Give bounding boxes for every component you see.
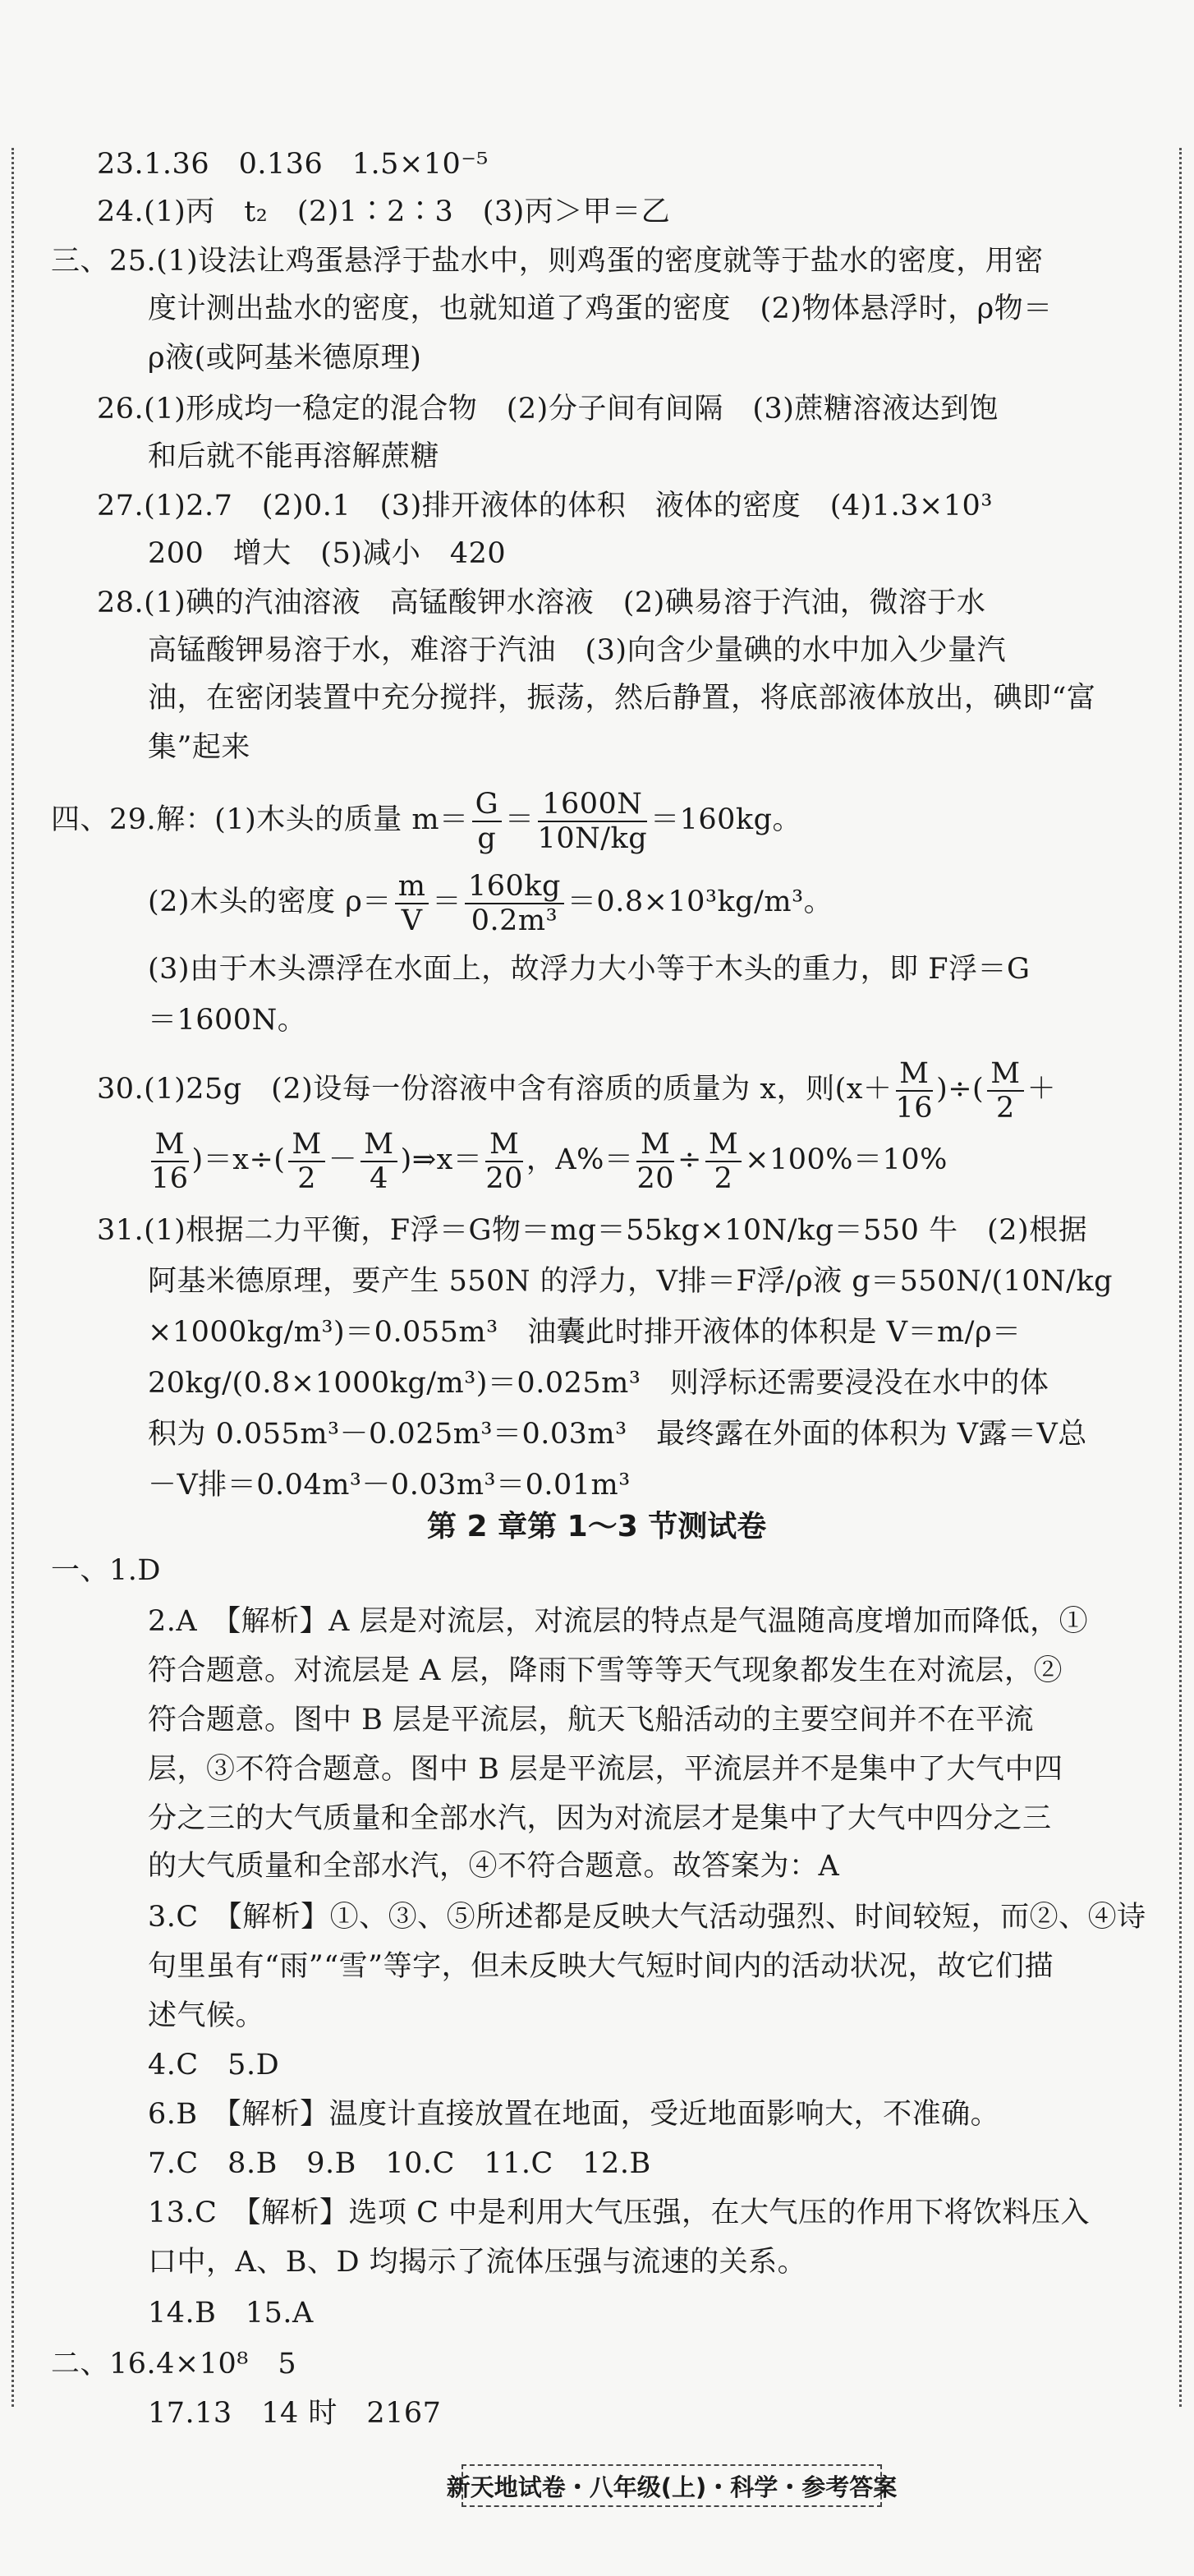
- section-title: 第 2 章第 1～3 节测试卷: [427, 1510, 767, 1543]
- fraction: $\frac{160kg}{\text{0.2m³}}$: [465, 870, 564, 937]
- answer-line: 2.A 【解析】A 层是对流层，对流层的特点是气温随高度增加而降低，①: [148, 1605, 1089, 1638]
- answer-line: 分之三的大气质量和全部水汽，因为对流层才是集中了大气中四分之三: [148, 1802, 1052, 1835]
- q29-line-1: 四、29.解：(1)木头的质量 m＝ $\frac{G}{g}$ ＝ $\frac{1600N}{10N/kg}$ ＝160kg。: [51, 787, 802, 855]
- answer-line: 17.13 14 时 2167: [148, 2397, 442, 2430]
- answer-line: 13.C 【解析】选项 C 中是利用大气压强，在大气压的作用下将饮料压入: [148, 2196, 1090, 2229]
- answer-line: 度计测出盐水的密度，也就知道了鸡蛋的密度 (2)物体悬浮时，ρ物＝: [148, 292, 1053, 325]
- fraction: $\frac{M}{2}$: [705, 1128, 742, 1195]
- answer-line: 口中，A、B、D 均揭示了流体压强与流速的关系。: [148, 2246, 807, 2279]
- answer-line: 6.B 【解析】温度计直接放置在地面，受近地面影响大，不准确。: [148, 2098, 1000, 2131]
- fraction: $\frac{M}{16}$: [151, 1127, 189, 1195]
- answer-line: 的大气质量和全部水汽，④不符合题意。故答案为：A: [148, 1850, 840, 1883]
- answer-line: 油，在密闭装置中充分搅拌，振荡，然后静置，将底部液体放出，碘即“富: [148, 682, 1096, 715]
- answer-line: 31.(1)根据二力平衡，F浮＝G物＝mg＝55kg×10N/kg＝550 牛 (2)根据: [97, 1214, 1088, 1247]
- answer-line: 符合题意。对流层是 A 层，降雨下雪等等天气现象都发生在对流层，②: [148, 1654, 1063, 1687]
- fraction: $\frac{M}{2}$: [288, 1128, 324, 1195]
- answer-line: 述气候。: [148, 1999, 265, 2032]
- fraction: $\frac{M}{4}$: [360, 1128, 397, 1195]
- q30-line-1: 30.(1)25g (2)设每一份溶液中含有溶质的质量为 x，则(x＋ $\frac{M}{16}$ )÷( $\frac{M}{2}$ ＋: [97, 1056, 1057, 1125]
- answer-line: －V排＝0.04m³－0.03m³＝0.01m³: [148, 1469, 631, 1502]
- answer-line: 7.C 8.B 9.B 10.C 11.C 12.B: [148, 2147, 651, 2180]
- fraction: $\frac{M}{2}$: [987, 1057, 1023, 1125]
- q29-prefix: 四、29.解：(1)木头的质量 m＝: [51, 803, 469, 836]
- answer-line: 23.1.36 0.136 1.5×10⁻⁵: [97, 148, 489, 181]
- answer-line: 14.B 15.A: [148, 2297, 314, 2330]
- answer-line: 句里虽有“雨”“雪”等字，但未反映大气短时间内的活动状况，故它们描: [148, 1950, 1054, 1983]
- answer-line: 20kg/(0.8×1000kg/m³)＝0.025m³ 则浮标还需要浸没在水中的体: [148, 1367, 1049, 1400]
- answer-line: 一、1.D: [51, 1554, 161, 1587]
- fraction: $\frac{M}{20}$: [636, 1127, 674, 1195]
- answer-line: 27.(1)2.7 (2)0.1 (3)排开液体的体积 液体的密度 (4)1.3×10³: [97, 490, 993, 522]
- fraction: $\frac{1600N}{10N/kg}$: [537, 787, 648, 855]
- answer-line: 层，③不符合题意。图中 B 层是平流层，平流层并不是集中了大气中四: [148, 1753, 1063, 1786]
- left-margin-line: [11, 148, 14, 2407]
- answer-line: (3)由于木头漂浮在水面上，故浮力大小等于木头的重力，即 F浮＝G: [148, 953, 1031, 986]
- answer-line: 26.(1)形成均一稳定的混合物 (2)分子间有间隔 (3)蔗糖溶液达到饱: [97, 393, 999, 426]
- answer-line: 二、16.4×10⁸ 5: [51, 2348, 297, 2380]
- answer-line: ×1000kg/m³)＝0.055m³ 油囊此时排开液体的体积是 V＝m/ρ＝: [148, 1316, 1022, 1349]
- answer-line: 3.C 【解析】①、③、⑤所述都是反映大气活动强烈、时间较短，而②、④诗: [148, 1901, 1146, 1934]
- answer-line: 阿基米德原理，要产生 550N 的浮力，V排＝F浮/ρ液 g＝550N/(10N/kg: [148, 1265, 1114, 1298]
- q29-line-2: (2)木头的密度 ρ＝ $\frac{m}{V}$ ＝ $\frac{160kg}{\text{0.2m³}}$ ＝0.8×10³kg/m³。: [148, 869, 834, 937]
- footer-label: 新天地试卷・八年级(上)・科学・参考答案: [462, 2464, 882, 2507]
- fraction: $\frac{M}{20}$: [485, 1127, 523, 1195]
- answer-line: ＝1600N。: [148, 1004, 307, 1037]
- answer-line: 200 增大 (5)减小 420: [148, 537, 507, 570]
- q30-line-2: $\frac{M}{16}$ )＝x÷( $\frac{M}{2}$ － $\frac{M}{4}$ )⇒x＝ $\frac{M}{20}$ ，A%＝ $\frac{M}{20}$ ÷ $\frac{M}{2}$ ×100%＝10%: [151, 1127, 948, 1195]
- answer-line: 积为 0.055m³－0.025m³＝0.03m³ 最终露在外面的体积为 V露＝V总: [148, 1418, 1087, 1451]
- answer-line: 28.(1)碘的汽油溶液 高锰酸钾水溶液 (2)碘易溶于汽油，微溶于水: [97, 586, 986, 619]
- fraction: $\frac{m}{V}$: [395, 870, 429, 937]
- answer-line: 集”起来: [148, 731, 250, 764]
- answer-line: 4.C 5.D: [148, 2049, 280, 2082]
- answer-line: 三、25.(1)设法让鸡蛋悬浮于盐水中，则鸡蛋的密度就等于盐水的密度，用密: [51, 245, 1044, 278]
- answer-line: 符合题意。图中 B 层是平流层，航天飞船活动的主要空间并不在平流: [148, 1704, 1034, 1736]
- fraction: $\frac{G}{g}$: [472, 788, 502, 855]
- right-margin-line: [1179, 148, 1182, 2407]
- answer-line: ρ液(或阿基米德原理): [148, 342, 422, 375]
- answer-line: 高锰酸钾易溶于水，难溶于汽油 (3)向含少量碘的水中加入少量汽: [148, 634, 1007, 667]
- answer-line: 和后就不能再溶解蔗糖: [148, 440, 440, 473]
- answer-line: 24.(1)丙 t₂ (2)1∶2∶3 (3)丙＞甲＝乙: [97, 196, 671, 228]
- fraction: $\frac{M}{16}$: [895, 1056, 934, 1125]
